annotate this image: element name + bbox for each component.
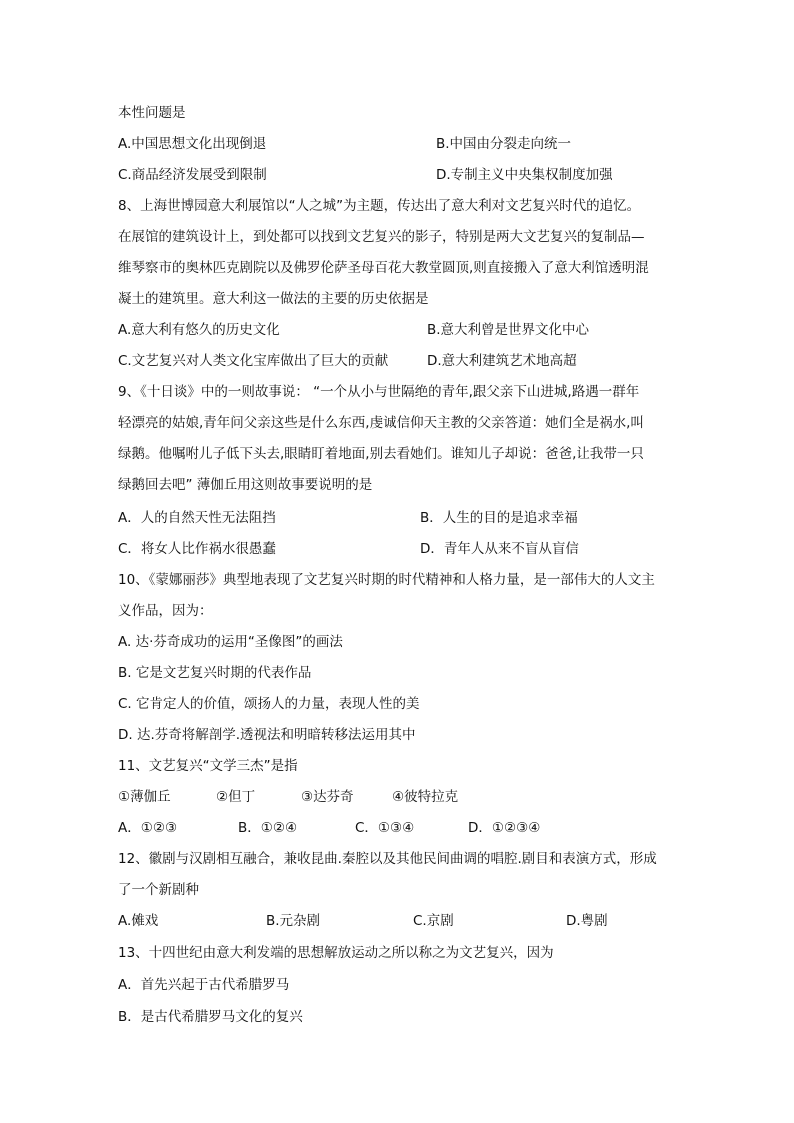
q12-option-a: A.傩戏 (118, 913, 159, 929)
q10-option-d: D. 达.芬奇将解剖学.透视法和明暗转移法运用其中 (118, 727, 416, 743)
q9-option-a: A．人的自然天性无法阻挡 (118, 510, 276, 526)
q9-stem-line-4: 绿鹅回去吧” 薄伽丘用这则故事要说明的是 (118, 477, 373, 493)
q7-option-c: C.商品经济发展受到限制 (118, 167, 267, 183)
q11-item-2: ②但丁 (216, 789, 256, 805)
q10-stem-line-1: 10、《蒙娜丽莎》典型地表现了文艺复兴时期的时代精神和人格力量，是一部伟大的人文主 (118, 572, 655, 588)
q12-stem-line-1: 12、徽剧与汉剧相互融合，兼收昆曲.秦腔以及其他民间曲调的唱腔.剧目和表演方式，形成 (118, 851, 657, 867)
q10-option-b: B. 它是文艺复兴时期的代表作品 (118, 665, 312, 681)
q10-option-a: A. 达·芬奇成功的运用“圣像图”的画法 (118, 634, 343, 650)
q13-option-b: B．是古代希腊罗马文化的复兴 (118, 1009, 303, 1025)
q11-option-d: D．①②③④ (468, 820, 541, 836)
q8-stem-line-1: 8、上海世博园意大利展馆以“人之城”为主题，传达出了意大利对文艺复兴时代的追忆。 (118, 198, 641, 214)
q9-option-c: C．将女人比作祸水很愚蠢 (118, 541, 276, 557)
q7-option-b: B.中国由分裂走向统一 (436, 136, 572, 152)
q11-item-1: ①薄伽丘 (118, 789, 171, 805)
q8-stem-line-2: 在展馆的建筑设计上，到处都可以找到文艺复兴的影子，特别是两大文艺复兴的复制品— (118, 229, 645, 245)
q8-option-a: A.意大利有悠久的历史文化 (118, 322, 280, 338)
q11-item-3: ③达芬奇 (301, 789, 354, 805)
q12-option-d: D.粤剧 (566, 913, 608, 929)
q12-stem-line-2: 了一个新剧种 (118, 882, 199, 898)
q11-option-c: C．①③④ (355, 820, 415, 836)
question-stem-continuation: 本性问题是 (118, 105, 186, 121)
q12-option-c: C.京剧 (413, 913, 454, 929)
q7-option-d: D.专制主义中央集权制度加强 (436, 167, 613, 183)
q11-stem: 11、文艺复兴“文学三杰”是指 (118, 758, 298, 774)
q9-stem-line-3: 绿鹅。他嘱咐儿子低下头去,眼睛盯着地面,别去看她们。谁知儿子却说：爸爸,让我带一只 (118, 446, 644, 462)
q8-option-b: B.意大利曾是世界文化中心 (427, 322, 590, 338)
q10-option-c: C. 它肯定人的价值，颂扬人的力量，表现人性的美 (118, 696, 420, 712)
q13-stem: 13、十四世纪由意大利发端的思想解放运动之所以称之为文艺复兴，因为 (118, 945, 554, 961)
q8-option-d: D.意大利建筑艺术地高超 (427, 353, 577, 369)
q10-stem-line-2: 义作品，因为： (118, 603, 213, 619)
q11-option-a: A．①②③ (118, 820, 178, 836)
q9-option-d: D．青年人从来不盲从盲信 (420, 541, 579, 557)
q11-item-4: ④彼特拉克 (392, 789, 459, 805)
q8-option-c: C.文艺复兴对人类文化宝库做出了巨大的贡献 (118, 353, 389, 369)
q12-option-b: B.元杂剧 (266, 913, 321, 929)
q8-stem-line-3: 维琴察市的奥林匹克剧院以及佛罗伦萨圣母百花大教堂圆顶,则直接搬入了意大利馆透明混 (118, 260, 649, 276)
q9-option-b: B．人生的目的是追求幸福 (420, 510, 578, 526)
q8-stem-line-4: 凝土的建筑里。意大利这一做法的主要的历史依据是 (118, 291, 429, 307)
q7-option-a: A.中国思想文化出现倒退 (118, 136, 267, 152)
q13-option-a: A．首先兴起于古代希腊罗马 (118, 977, 290, 993)
q9-stem-line-1: 9、《十日谈》中的一则故事说： “一个从小与世隔绝的青年,跟父亲下山进城,路遇一群年 (118, 384, 640, 400)
q9-stem-line-2: 轻漂亮的姑娘,青年问父亲这些是什么东西,虔诚信仰天主教的父亲答道：她们全是祸水,叫 (118, 415, 644, 431)
q11-option-b: B．①②④ (238, 820, 298, 836)
